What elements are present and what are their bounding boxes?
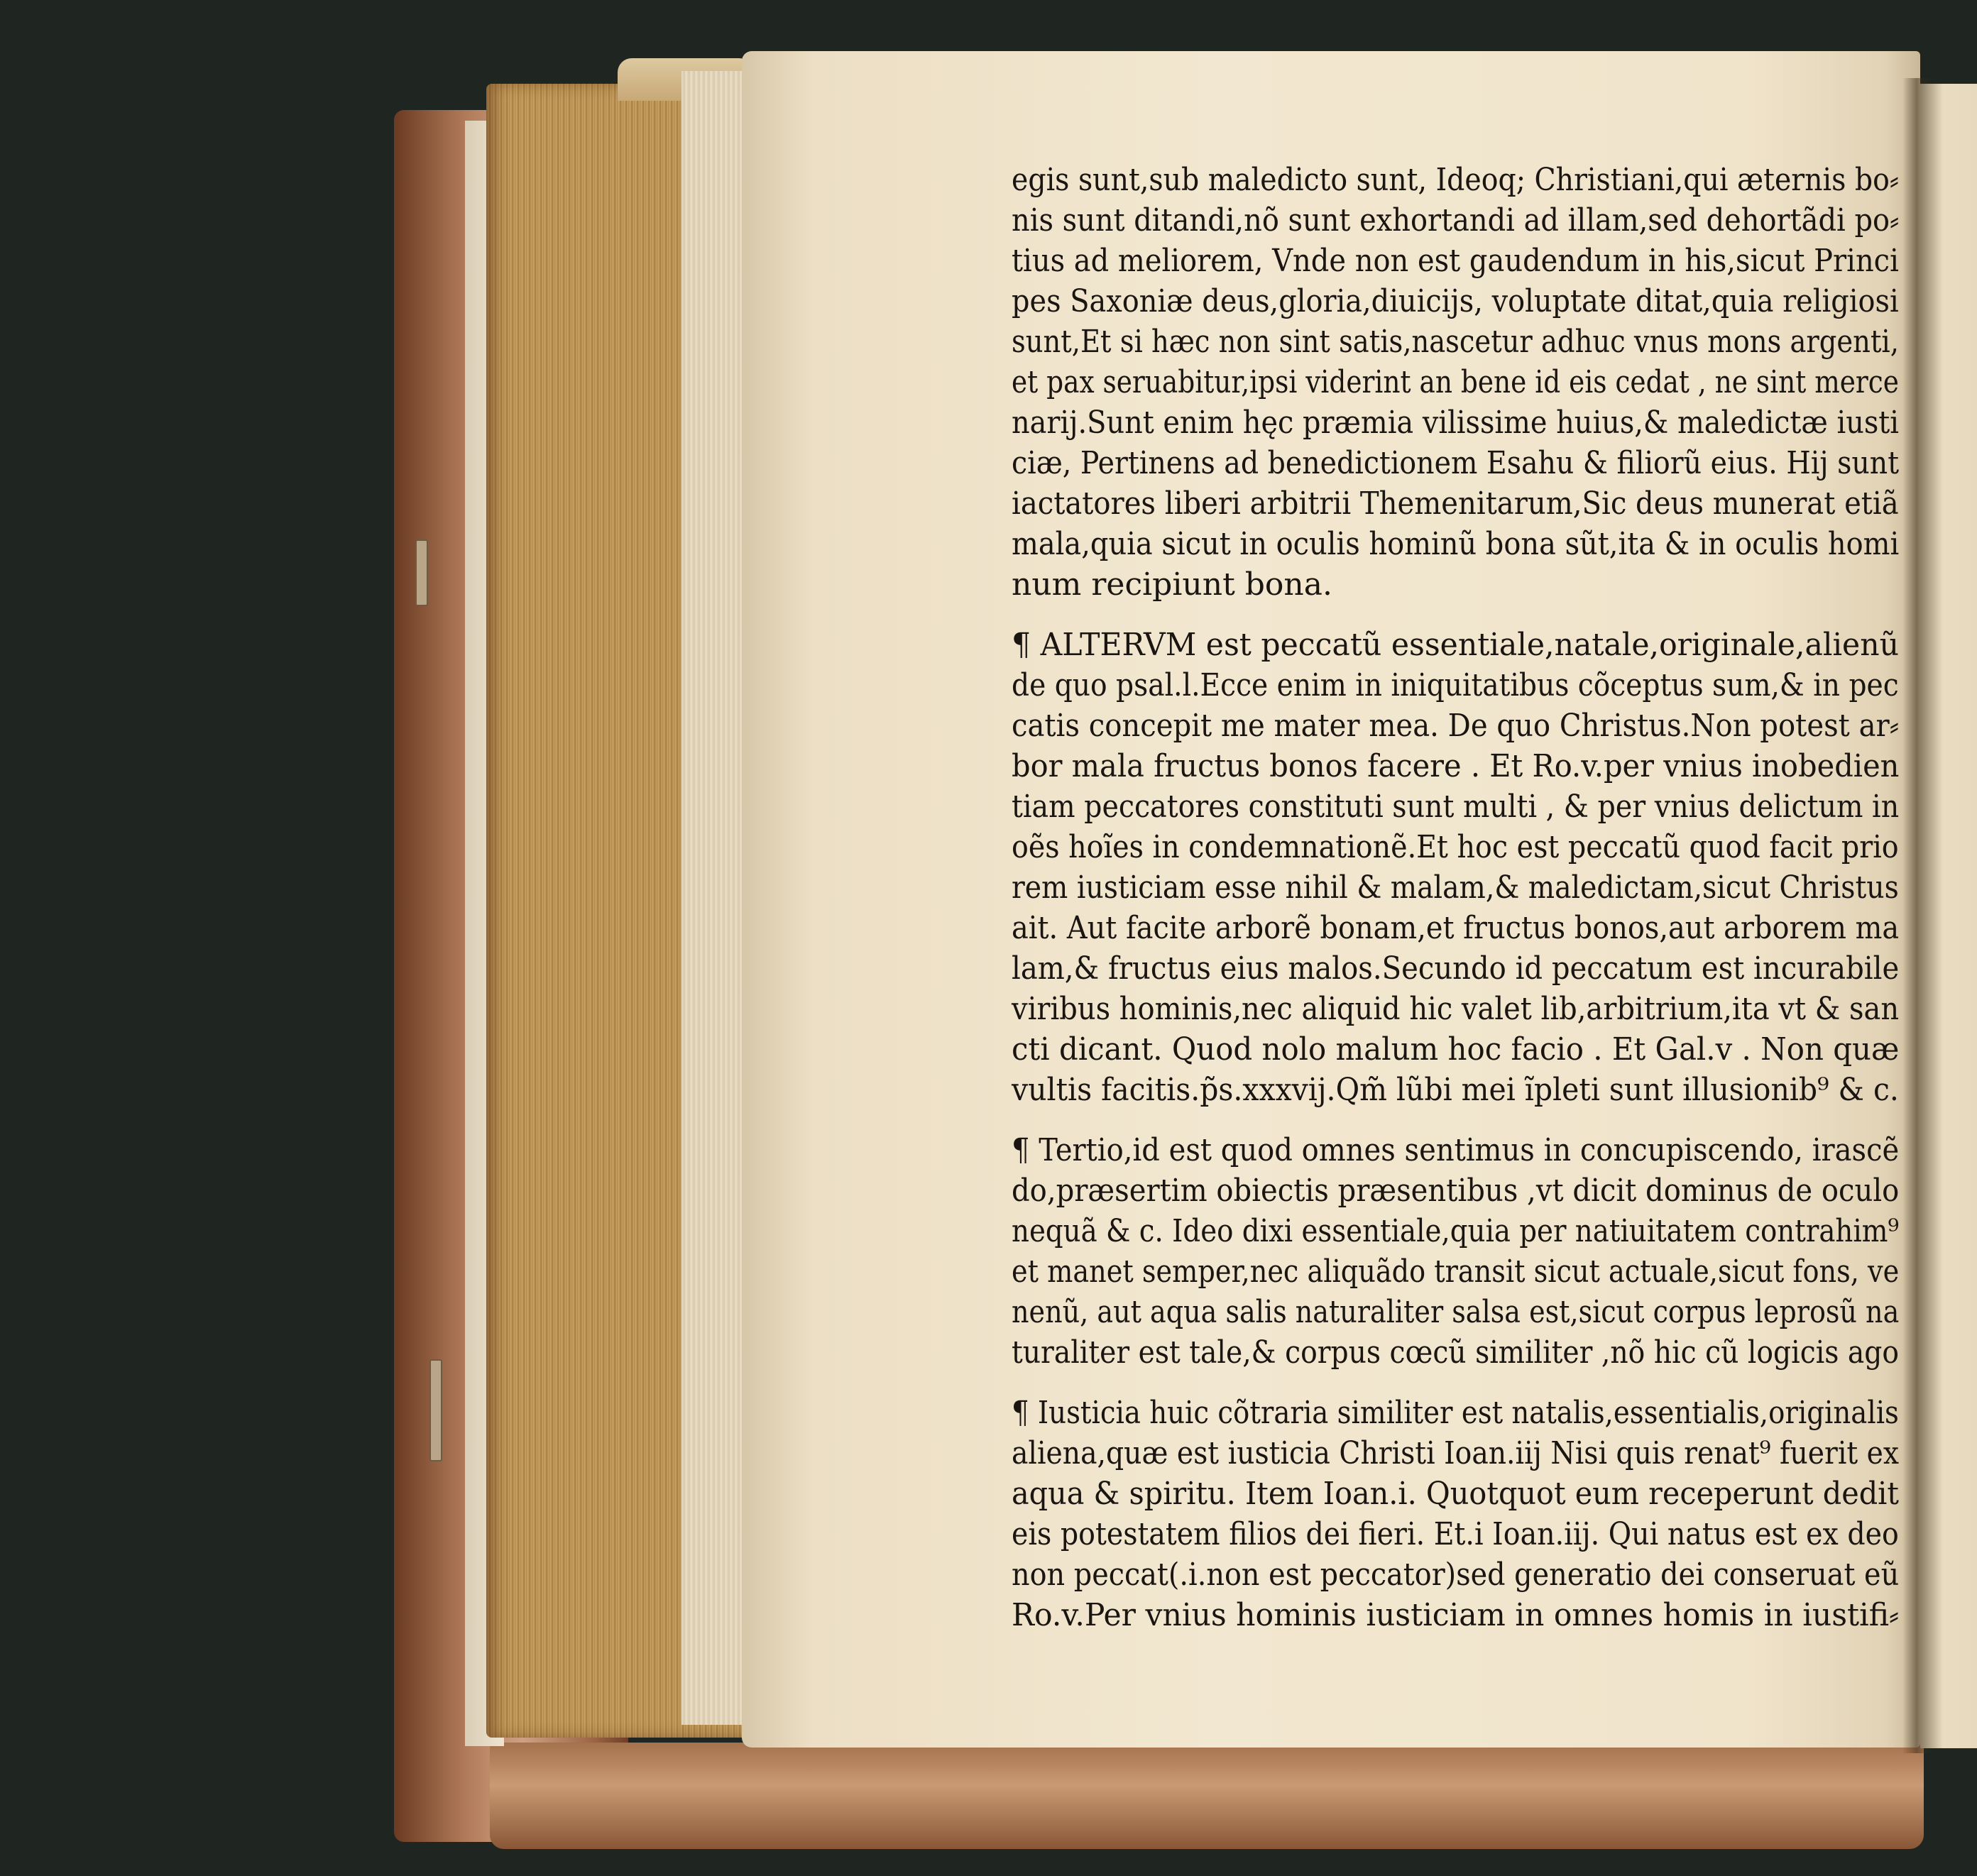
text-line: iactatores liberi arbitrii Themenitarum,Sic deus munerat etiã <box>1012 486 1899 522</box>
text-line: nequã & c. Ideo dixi essentiale,quia per natiuitatem contrahim⁹ <box>1012 1213 1900 1249</box>
text-line: ¶ Tertio,id est quod omnes sentimus in concupiscendo, irascẽ <box>1012 1132 1900 1168</box>
text-line: tiam peccatores constituti sunt multi , & per vnius delictum in <box>1012 789 1900 825</box>
text-line: oẽs hoĩes in condemnationẽ.Et hoc est peccatũ quod facit prio <box>1012 829 1899 865</box>
paragraph-1 <box>1012 160 1899 605</box>
text-line: Ro.v.Per vnius hominis iusticiam in omnes homis in iustifi⸗ <box>1012 1597 1900 1633</box>
printed-text-block <box>1012 160 1899 1635</box>
text-line: nenũ, aut aqua salis naturaliter salsa est,sicut corpus leprosũ na <box>1012 1294 1900 1330</box>
text-line: lam,& fructus eius malos.Secundo id peccatum est incurabile <box>1012 950 1900 987</box>
text-line: eis potestatem filios dei fieri. Et.i Ioan.iij. Qui natus est ex deo <box>1012 1516 1899 1552</box>
text-line: ciæ, Pertinens ad benedictionem Esahu & filiorũ eius. Hij sunt <box>1012 445 1900 481</box>
text-line: et pax seruabitur,ipsi viderint an bene id eis cedat , ne sint merce <box>1012 364 1899 400</box>
text-line: aqua & spiritu. Item Ioan.i. Quotquot eum receperunt dedit <box>1012 1476 1900 1512</box>
text-line: sunt,Et si hæc non sint satis,nascetur adhuc vnus mons argenti, <box>1012 324 1899 360</box>
text-line: num recipiunt bona. <box>1012 566 1332 603</box>
text-line: pes Saxoniæ deus,gloria,diuicijs, voluptate ditat,quia religiosi <box>1012 283 1899 319</box>
text-line: ¶ ALTERVM est peccatũ essentiale,natale,originale,alienũ <box>1012 627 1900 663</box>
text-line: aliena,quæ est iusticia Christi Ioan.iij Nisi quis renat⁹ fuerit ex <box>1012 1435 1900 1471</box>
text-line: tius ad meliorem, Vnde non est gaudendum in his,sicut Princi <box>1012 243 1899 279</box>
text-line: turaliter est tale,& corpus cœcũ similiter ,nõ hic cũ logicis ago <box>1012 1334 1900 1371</box>
text-line: non peccat(.i.non est peccator)sed generatio dei conseruat eũ <box>1012 1557 1900 1593</box>
text-line: nis sunt ditandi,nõ sunt exhortandi ad illam,sed dehortãdi po⸗ <box>1012 202 1900 238</box>
text-line: et manet semper,nec aliquãdo transit sicut actuale,sicut fons, ve <box>1012 1254 1900 1290</box>
paragraph-4 <box>1012 1393 1899 1635</box>
text-line: bor mala fructus bonos facere . Et Ro.v.per vnius inobedien <box>1012 748 1900 784</box>
text-line: rem iusticiam esse nihil & malam,& maledictam,sicut Christus <box>1012 870 1899 906</box>
text-line: viribus hominis,nec aliquid hic valet lib,arbitrium,ita vt & san <box>1012 991 1900 1027</box>
text-line: ¶ Iusticia huic cõtraria similiter est natalis,essentialis,originalis <box>1012 1395 1899 1431</box>
right-page-edge <box>1920 84 1977 1748</box>
clasp-upper <box>415 539 428 606</box>
text-line: ait. Aut facite arborẽ bonam,et fructus bonos,aut arborem ma <box>1012 910 1900 946</box>
text-line: narij.Sunt enim hęc præmia vilissime huius,& maledictæ iusti <box>1012 405 1900 441</box>
text-line: de quo psal.l.Ecce enim in iniquitatibus cõceptus sum,& in pec <box>1012 667 1899 703</box>
text-line: cti dicant. Quod nolo malum hoc facio . Et Gal.v . Non quæ <box>1012 1031 1900 1068</box>
text-line: egis sunt,sub maledicto sunt, Ideoq; Christiani,qui æternis bo⸗ <box>1012 162 1900 198</box>
paragraph-3 <box>1012 1130 1899 1373</box>
text-line: mala,quia sicut in oculis hominũ bona sũt,ita & in oculis homi <box>1012 526 1900 562</box>
clasp-lower <box>429 1359 442 1461</box>
text-line: catis concepit me mater mea. De quo Christus.Non potest ar⸗ <box>1012 708 1900 744</box>
text-line: vultis facitis.p̃s.xxxvij.Qm̃ lũbi mei ĩpleti sunt illusionib⁹ & c. <box>1012 1072 1899 1108</box>
paragraph-2 <box>1012 625 1899 1110</box>
text-line: do,præsertim obiectis præsentibus ,vt dicit dominus de oculo <box>1012 1173 1900 1209</box>
